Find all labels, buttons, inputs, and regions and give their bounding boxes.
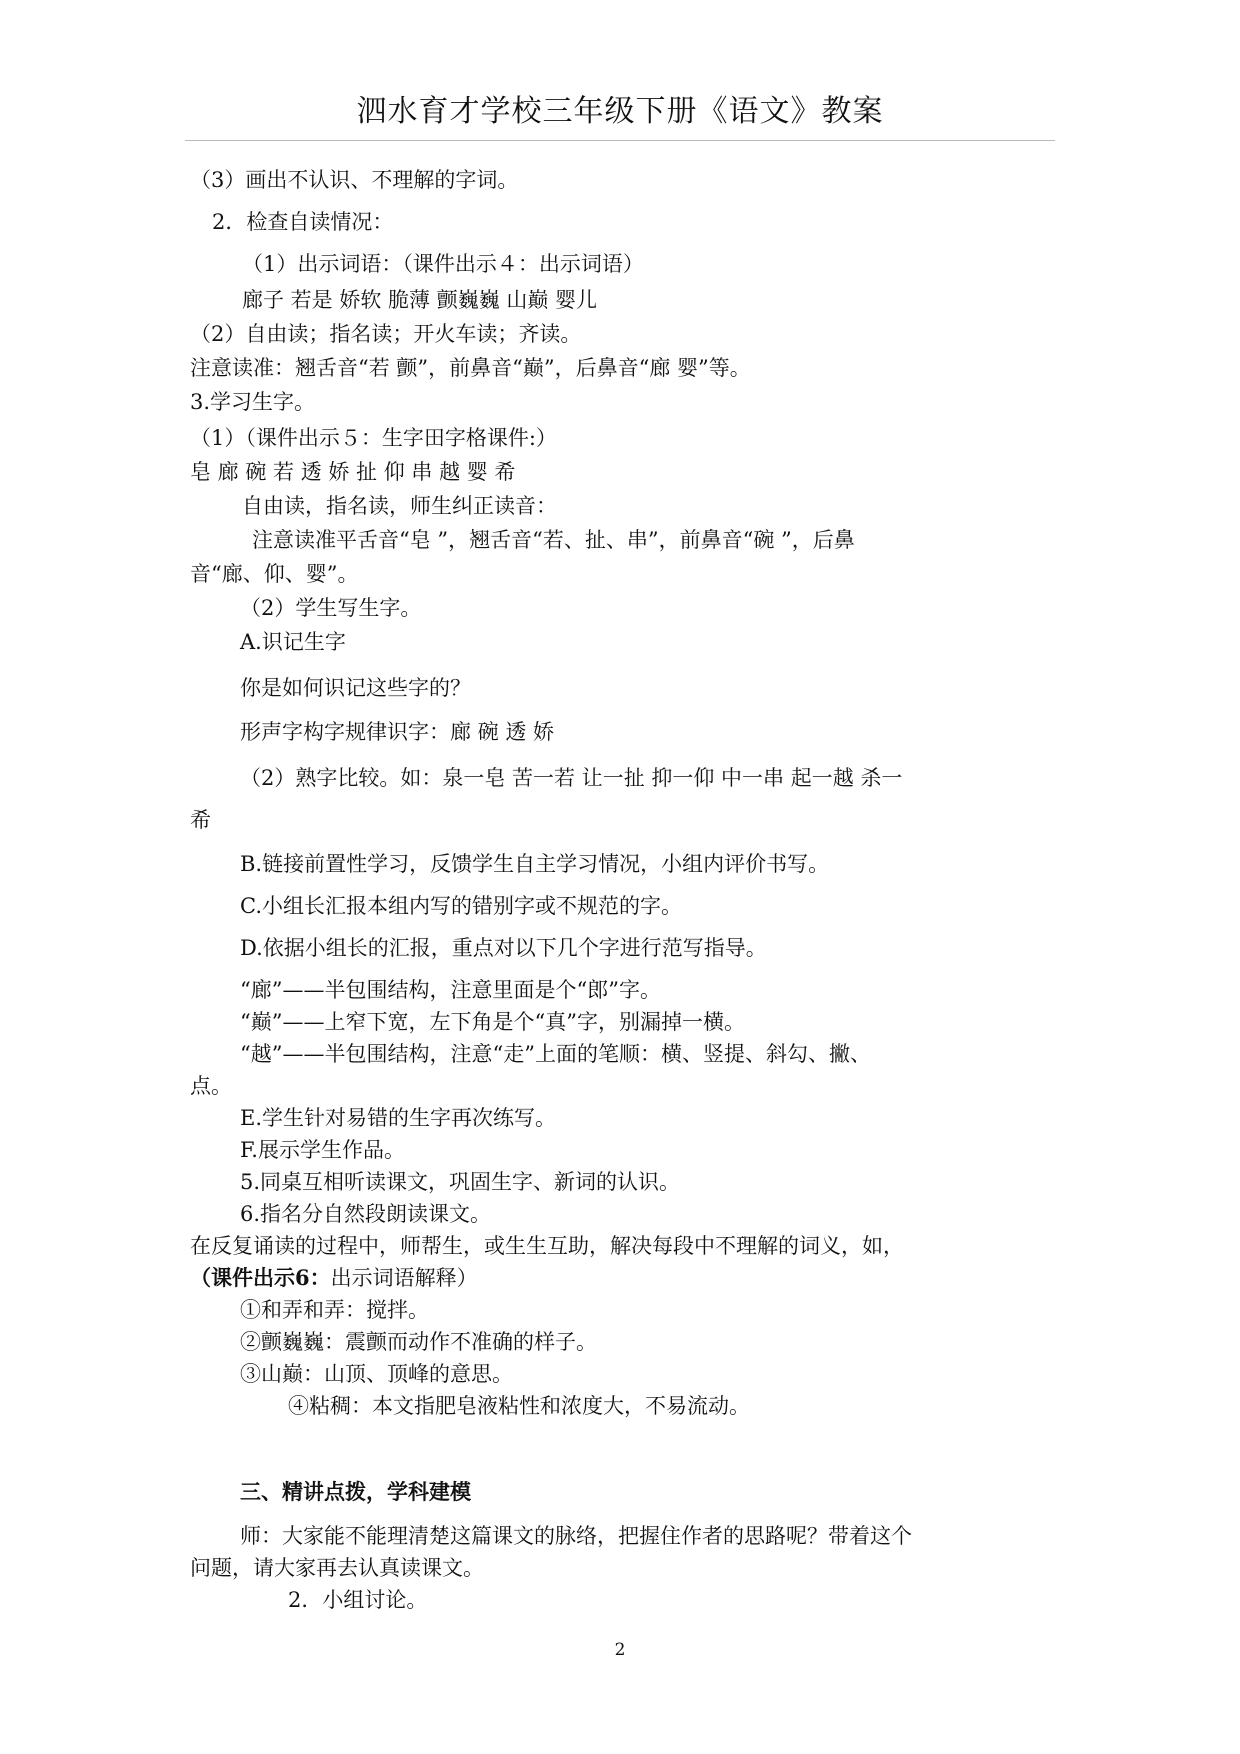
section-title: 三、精讲点拨，学科建模	[240, 1479, 471, 1504]
courseware-label: （课件出示6：	[190, 1265, 331, 1290]
text-line: E.学生针对易错的生字再次练写。	[240, 1106, 557, 1130]
document-body	[190, 160, 1060, 1616]
courseware-description: 出示词语解释）	[330, 1266, 478, 1290]
text-line: “越”——半包围结构，注意“走”上面的笔顺：横、竖提、斜勾、撇、	[240, 1042, 871, 1066]
text-line: 希	[190, 808, 211, 832]
page-number: 2	[614, 1640, 626, 1660]
text-line: D.依据小组长的汇报，重点对以下几个字进行范写指导。	[240, 936, 767, 960]
text-line: 注意读准平舌音“皂 ”，翘舌音“若、扯、串”，前鼻音“碗 ”，后鼻	[252, 528, 855, 552]
text-line	[190, 1262, 1060, 1294]
text-line: A.识记生字	[240, 630, 346, 654]
text-line: 音“廊、仰、婴”。	[190, 562, 359, 586]
text-line: 问题，请大家再去认真读课文。	[190, 1556, 484, 1580]
text-line: 6.指名分自然段朗读课文。	[240, 1202, 492, 1226]
text-line: “巅”——上窄下宽，左下角是个“真”字，别漏掉一横。	[240, 1010, 745, 1034]
text-line: （2）自由读；指名读；开火车读；齐读。	[190, 322, 582, 346]
text-line: （1）出示词语：（课件出示４：出示词语）	[242, 252, 644, 276]
text-line: （3）画出不认识、不理解的字词。	[190, 168, 519, 192]
text-line: 在反复诵读的过程中，师帮生，或生生互助，解决每段中不理解的词义，如，	[190, 1234, 904, 1258]
text-line: （2）熟字比较。如：泉一皂 苦一若 让一扯 抑一仰 中一串 起一越 杀一	[240, 766, 903, 790]
text-line: 3.学习生字。	[190, 390, 316, 414]
text-line: 师：大家能不能理清楚这篇课文的脉络，把握住作者的思路呢？带着这个	[240, 1524, 912, 1548]
text-line: F.展示学生作品。	[240, 1138, 405, 1162]
text-line: ①和弄和弄：搅拌。	[240, 1298, 429, 1322]
text-line: 5.同桌互相听读课文，巩固生字、新词的认识。	[240, 1170, 681, 1194]
text-line: B.链接前置性学习，反馈学生自主学习情况，小组内评价书写。	[240, 852, 830, 876]
text-line: 形声字构字规律识字：廊 碗 透 娇	[240, 720, 555, 744]
text-line: 点。	[190, 1074, 232, 1098]
text-line: 2．小组讨论。	[288, 1588, 428, 1612]
text-line: 你是如何识记这些字的？	[240, 676, 471, 700]
text-line: （2）学生写生字。	[240, 596, 422, 620]
text-line: ③山巅：山顶、顶峰的意思。	[240, 1362, 513, 1386]
text-line: （1）（课件出示５：生字田字格课件:）	[190, 426, 557, 450]
text-line: 自由读，指名读，师生纠正读音：	[242, 494, 557, 518]
text-line: “廊”——半包围结构，注意里面是个“郎”字。	[240, 978, 661, 1002]
text-line: 皂 廊 碗 若 透 娇 扯 仰 串 越 婴 希	[190, 460, 516, 484]
header-rule	[185, 140, 1055, 141]
text-line: ②颤巍巍：震颤而动作不准确的样子。	[240, 1330, 597, 1354]
text-line: ④粘稠：本文指肥皂液粘性和浓度大，不易流动。	[288, 1394, 750, 1418]
text-line: 注意读准：翘舌音“若 颤”，前鼻音“巅”，后鼻音“廊 婴”等。	[190, 356, 751, 380]
text-line: 2．检查自读情况：	[212, 210, 394, 234]
text-line: 廊子 若是 娇软 脆薄 颤巍巍 山巅 婴儿	[242, 288, 598, 312]
page-header: 泗水育才学校三年级下册《语文》教案	[356, 94, 884, 129]
text-line: C.小组长汇报本组内写的错别字或不规范的字。	[240, 894, 682, 918]
